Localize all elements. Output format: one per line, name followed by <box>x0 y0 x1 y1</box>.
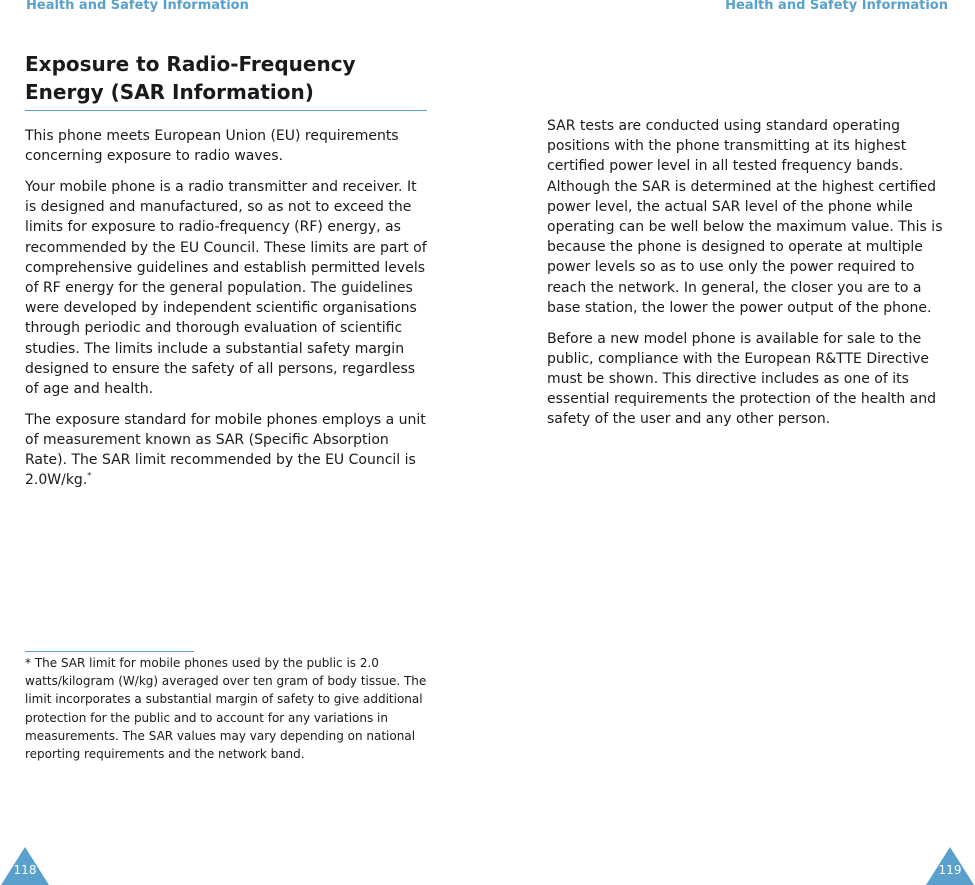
paragraph-sar-standard <box>25 410 427 491</box>
paragraph-compliance: Before a new model phone is available for sale to the public, compliance with the European R&TTE Directive must be shown. This directive includes as one of its essential requirements the protection of the health and safety of the user and any other person. <box>547 330 936 428</box>
paragraph-eu-requirements: This phone meets European Union (EU) requirements concerning exposure to radio waves. <box>25 128 399 165</box>
page-number-right: 119 <box>938 863 962 877</box>
left-running-head: Health and Safety Information <box>26 0 249 13</box>
sar-standard-text: The exposure standard for mobile phones employs a unit of measurement known as SAR (Specific Absorption Rate). The SAR limit recommended by the EU Council is 2.0W/kg. <box>25 411 426 489</box>
footnote-divider <box>25 651 194 652</box>
footnote-text: * The SAR limit for mobile phones used by the public is 2.0 watts/kilogram (W/kg) averaged over ten gram of body tissue. The limit incorporates a substantial margin of safety to give additional protection for the public and to account for any variations in measurements. The SAR values may vary depending on national reporting requirements and the network band. <box>25 656 427 762</box>
right-page-body <box>547 116 947 440</box>
left-page-body <box>25 126 427 501</box>
footnote-marker: * <box>87 470 92 480</box>
section-title: Exposure to Radio-Frequency Energy (SAR Information) <box>25 50 427 111</box>
page-number-tab-right <box>926 847 974 885</box>
right-running-head: Health and Safety Information <box>725 0 948 13</box>
page-number-tab-left <box>1 847 49 885</box>
paragraph-sar-tests: SAR tests are conducted using standard operating positions with the phone transmitting at its highest certified power level in all tested frequency bands. Although the SAR is determined at the highest certified power level, the actual SAR level of the phone while operating can be well below the maximum value. This is because the phone is designed to operate at multiple power levels so as to use only the power required to reach the network. In general, the closer you are to a base station, the lower the power output of the phone. <box>547 118 943 316</box>
page-number-left: 118 <box>13 863 37 877</box>
paragraph-transmitter-limits: Your mobile phone is a radio transmitter and receiver. It is designed and manufactured, so as not to exceed the limits for exposure to radio-frequency (RF) energy, as recommended by the EU Council. These limits are part of comprehensive guidelines and establish permitted levels of RF energy for the general population. The guidelines were developed by independent scientific organisations through periodic and thorough evaluation of scientific studies. The limits include a substantial safety margin designed to ensure the safety of all persons, regardless of age and health. <box>25 178 427 397</box>
